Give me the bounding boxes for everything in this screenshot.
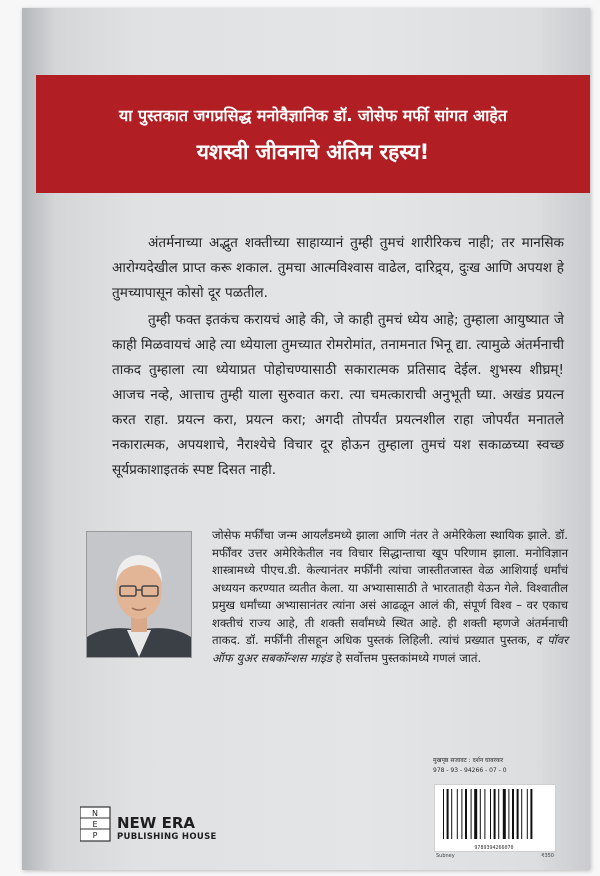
barcode-bar [484, 789, 485, 839]
barcode-left-text: Subney [436, 853, 455, 859]
barcode-bar [461, 789, 462, 839]
barcode-bar [457, 789, 458, 839]
barcode-bar [494, 789, 496, 839]
price-text: ₹350 [541, 853, 554, 859]
barcode-bar [447, 789, 449, 839]
banner-line-1: या पुस्तकात जगप्रसिद्ध मनोवैज्ञानिक डॉ. जोसेफ मर्फी सांगत आहेत [119, 106, 507, 125]
barcode-number: 9789394266070 [474, 845, 514, 851]
barcode-footer [436, 853, 554, 859]
barcode-bar [490, 789, 491, 839]
logo-letter-n: N [92, 809, 98, 818]
barcode-bar [465, 789, 467, 839]
isbn: 978 - 93 - 94266 - 07 - 0 [433, 767, 507, 774]
book-title: द पॉवर ऑफ युअर सबकॉन्शस माइंड [212, 633, 568, 665]
barcode-bar [503, 789, 506, 839]
barcode-bar [443, 789, 444, 839]
blurb-paragraph-2: तुम्ही फक्त इतकंच करायचं आहे की, जे काही तुमचं ध्येय आहे; तुम्हाला आयुष्यात जे काही मिळवायचं आहे त्या ध्येयाला तुमच्यात रोमरोमांत, तनामनात भिनू द्या. त्यामुळे अंतर्मनाची ताकद तुम्हाला त्या ध्येयाप्रत पोहोचण्यासाठी सकारात्मक प्रतिसाद देईल. शुभस्य शीघ्रम्! आजच नव्हे, आत्ताच तुम्ही याला सुरुवात करा. त्या चमत्काराची अनुभूती घ्या. अखंड प्रयत्न करत राहा. प्रयत्न करा, प्रयत्न करा; अगदी तोपर्यंत प्रयत्नशील राहा जोपर्यंत मनातले नकारात्मक, अपयशाचे, नैराश्येचे विचार दूर होऊन तुम्हाला तुमचं यश सकाळच्या स्वच्छ सूर्यप्रकाशाइतकं स्पष्ट दिसत नाही. [112, 312, 564, 478]
barcode-bar [508, 789, 509, 839]
barcode-bar [474, 789, 477, 839]
publisher-name: NEW ERA [117, 814, 195, 832]
logo-letter-p: P [92, 831, 98, 840]
barcode-bar [480, 789, 481, 839]
barcode-bar [521, 789, 522, 839]
red-banner [36, 75, 590, 193]
barcode-bar [530, 789, 532, 839]
author-bio: जोसेफ मर्फींचा जन्म आयर्लंडमध्ये झाला आणि नंतर ते अमेरिकेला स्थायिक झाले. डॉ. मर्फींवर उत्तर अमेरिकेतील नव विचार सिद्धान्ताचा खूप परिणाम झाला. मनोविज्ञान शास्त्रामध्ये पीएच.डी. केल्यानंतर मर्फींनी त्यांचा जास्तीतजास्त वेळ आशियाई धर्मांचं अध्ययन करण्यात व्यतीत केला. या अभ्यासासाठी ते भारतातही येऊन गेले. विश्वातील प्रमुख धर्मांच्या अभ्यासानंतर त्यांना असं आढळून आलं की, संपूर्ण विश्व – वर एकाच शक्तीचं राज्य आहे, ती शक्ती सर्वांमध्ये स्थित आहे. ही शक्ती म्हणजे अंतर्मनाची ताकद. डॉ. मर्फींनी तीसहून अधिक पुस्तकं लिहिली. त्यांचं प्रख्यात पुस्तक, द पॉवर ऑफ युअर सबकॉन्शस माइंड हे सर्वोत्तम पुस्तकांमध्ये गणलं जातं. [212, 528, 568, 665]
imprint-info [433, 756, 563, 776]
barcode-bar [517, 789, 519, 839]
publisher-subtitle: PUBLISHING HOUSE [117, 832, 217, 842]
author-photo [86, 531, 192, 658]
barcode-bar [471, 789, 472, 839]
logo-letter-e: E [92, 820, 98, 829]
barcode-bar [512, 789, 514, 839]
barcode-bar [527, 789, 528, 839]
barcode [434, 784, 556, 852]
barcode-bar [451, 789, 452, 839]
cover-credit: मुखपृष्ठ सजावट : दर्शन घावरकर [433, 757, 504, 764]
banner-line-2: यशस्वी जीवनाचे अंतिम रहस्य! [196, 140, 430, 164]
blurb-paragraph-1: अंतर्मनाच्या अद्भुत शक्तीच्या साहाय्यानं तुम्ही तुमचं शारीरिकच नाही; तर मानसिक आरोग्यदेखील प्राप्त करू शकाल. तुमचा आत्मविश्वास वाढेल, दारिद्र्य, दुःख आणि अपयश हे तुमच्यापासून कोसो दूर पळतील. [112, 235, 564, 301]
barcode-bar [498, 789, 499, 839]
